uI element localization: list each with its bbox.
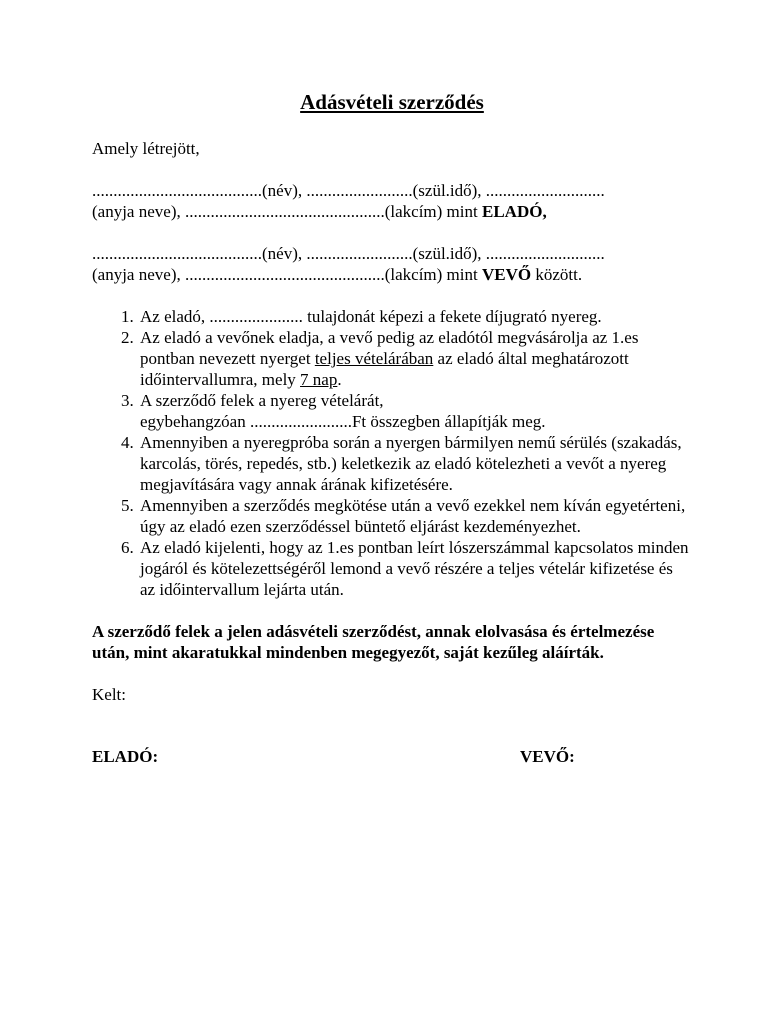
document-page xyxy=(92,88,692,771)
document-title: Adásvételi szerződés xyxy=(300,90,484,114)
term-item-3 xyxy=(138,390,692,432)
term-3-line-1: A szerződő felek a nyereg vételárát, xyxy=(140,391,384,410)
term-2-underline-2: 7 nap xyxy=(300,370,338,389)
buyer-line-2-prefix: (anyja neve), ...............................................(lakcím) mint xyxy=(92,265,482,284)
buyer-role: VEVŐ xyxy=(481,265,532,284)
signature-buyer: VEVŐ: xyxy=(520,747,575,766)
term-2-part-3: . xyxy=(337,370,342,389)
kelt-label: Kelt: xyxy=(92,685,126,704)
term-item-1: 1. Az eladó, ...................... tulajdonát képezi a fekete díjugrató nyereg. xyxy=(138,306,692,327)
term-3-line-2: egybehangzóan ........................Ft összegben állapítják meg. xyxy=(140,412,546,431)
signature-seller: ELADÓ: xyxy=(92,747,159,766)
intro-text: Amely létrejött, xyxy=(92,139,200,158)
seller-line-2-prefix: (anyja neve), ...............................................(lakcím) mint xyxy=(92,202,482,221)
term-item-5: 5. Amennyiben a szerződés megkötése után a vevő ezekkel nem kíván egyetérteni, úgy az eladó ezen szerződéssel büntető eljárást kezdeményezhet. xyxy=(138,495,692,537)
seller-line-2 xyxy=(92,201,692,222)
buyer-line-1: ........................................(név), .........................(szül.idő), ............................ xyxy=(92,244,605,263)
signature-row xyxy=(92,747,692,771)
seller-block xyxy=(92,180,692,222)
seller-role: ELADÓ, xyxy=(481,202,547,221)
closing-statement: A szerződő felek a jelen adásvételi szerződést, annak elolvasása és értelmezése után, mint akaratukkal mindenben megegyezőt, saját kezűleg aláírták. xyxy=(92,622,655,662)
term-2-part-2: az eladó által meghatározott időintervallumra, mely xyxy=(140,349,629,389)
term-item-2 xyxy=(138,327,692,390)
term-2-part-1: Az eladó a vevőnek eladja, a vevő pedig az eladótól megvásárolja az 1.es pontban nevezett nyerget xyxy=(140,328,639,368)
term-item-4: 4. Amennyiben a nyeregpróba során a nyergen bármilyen nemű sérülés (szakadás, karcolás, törés, repedés, stb.) keletkezik az eladó kötelezheti a vevőt a nyereg megjavítására vagy annak árának kifizetésére. xyxy=(138,432,692,495)
buyer-line-2 xyxy=(92,264,692,285)
terms-list xyxy=(92,306,692,600)
term-item-6: 6. Az eladó kijelenti, hogy az 1.es pontban leírt lószerszámmal kapcsolatos minden jogáról és kötelezettségéről lemond a vevő részére a teljes vételár kifizetése és az időintervallum lejárta után. xyxy=(138,537,692,600)
seller-line-1: ........................................(név), .........................(szül.idő), ............................ xyxy=(92,181,605,200)
buyer-block xyxy=(92,243,692,285)
term-2-underline-1: teljes vételárában xyxy=(314,349,434,368)
buyer-suffix: között. xyxy=(531,265,583,284)
